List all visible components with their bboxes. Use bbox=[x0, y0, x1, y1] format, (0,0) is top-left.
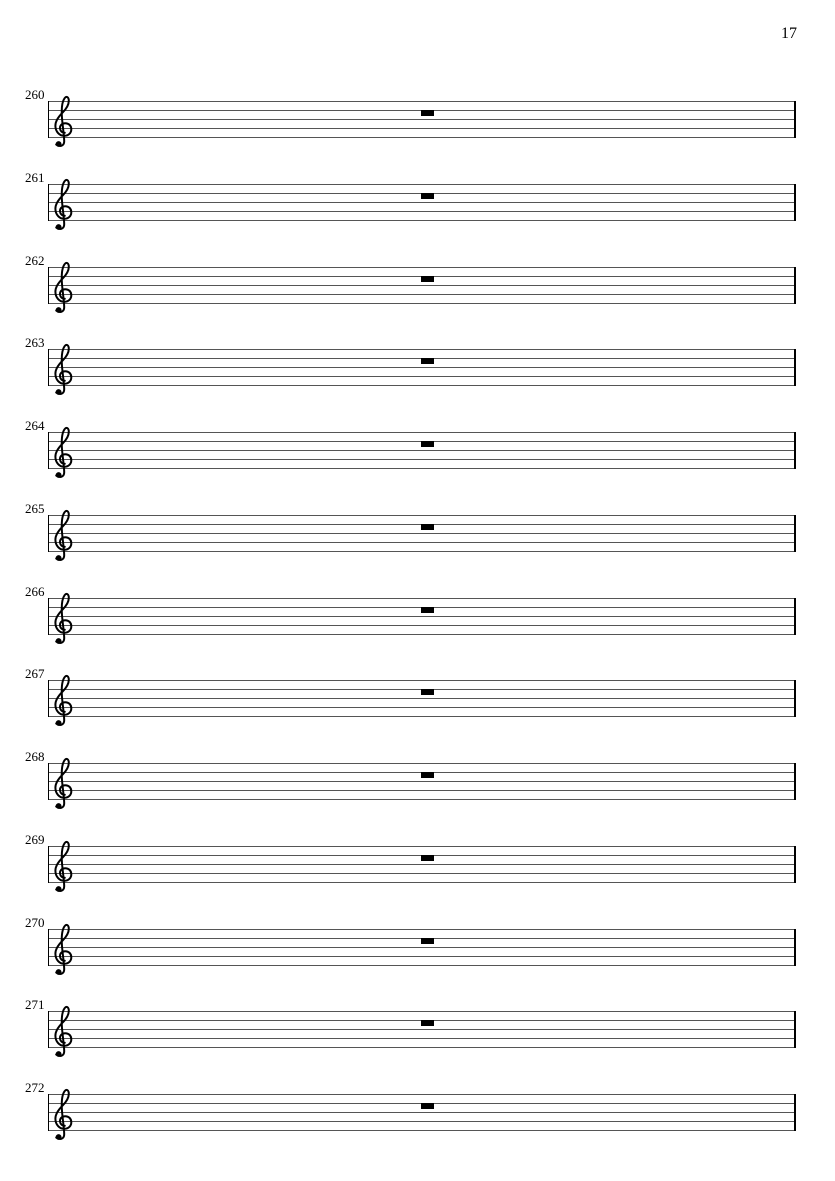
barline-left bbox=[48, 101, 49, 138]
treble-clef-icon bbox=[51, 93, 73, 150]
staff-line bbox=[48, 929, 796, 930]
measure-number: 271 bbox=[25, 997, 45, 1012]
staff-line bbox=[48, 864, 796, 865]
staff-line bbox=[48, 303, 796, 304]
staff-line bbox=[48, 781, 796, 782]
barline-right bbox=[794, 101, 796, 138]
staff-line bbox=[48, 101, 796, 102]
staff bbox=[48, 432, 796, 469]
whole-rest-icon bbox=[421, 855, 434, 861]
staff-line bbox=[48, 873, 796, 874]
staff-line bbox=[48, 551, 796, 552]
barline-right bbox=[794, 763, 796, 800]
staff-line bbox=[48, 468, 796, 469]
treble-clef-icon bbox=[51, 590, 73, 647]
staff-line bbox=[48, 947, 796, 948]
staff-line bbox=[48, 634, 796, 635]
barline-left bbox=[48, 680, 49, 717]
measure-number: 260 bbox=[25, 87, 45, 102]
staff-line bbox=[48, 1011, 796, 1012]
barline-right bbox=[794, 1011, 796, 1048]
staff bbox=[48, 680, 796, 717]
system bbox=[0, 747, 835, 819]
measure-number: 267 bbox=[25, 666, 45, 681]
staff bbox=[48, 267, 796, 304]
system bbox=[0, 664, 835, 736]
staff-line bbox=[48, 211, 796, 212]
system bbox=[0, 995, 835, 1067]
staff bbox=[48, 763, 796, 800]
measure-number: 264 bbox=[25, 418, 45, 433]
staff bbox=[48, 515, 796, 552]
barline-right bbox=[794, 349, 796, 386]
whole-rest-icon bbox=[421, 689, 434, 695]
system bbox=[0, 333, 835, 405]
treble-clef-icon bbox=[51, 507, 73, 564]
staff-line bbox=[48, 625, 796, 626]
whole-rest-icon bbox=[421, 358, 434, 364]
measure-number: 272 bbox=[25, 1080, 45, 1095]
measure-number: 269 bbox=[25, 832, 45, 847]
staff-line bbox=[48, 184, 796, 185]
system bbox=[0, 582, 835, 654]
staff-line bbox=[48, 965, 796, 966]
staff-line bbox=[48, 616, 796, 617]
measure-number: 266 bbox=[25, 584, 45, 599]
measure-number: 261 bbox=[25, 170, 45, 185]
treble-clef-icon bbox=[51, 755, 73, 812]
staff-line bbox=[48, 680, 796, 681]
barline-right bbox=[794, 184, 796, 221]
staff-line bbox=[48, 349, 796, 350]
whole-rest-icon bbox=[421, 1020, 434, 1026]
staff-line bbox=[48, 367, 796, 368]
treble-clef-icon bbox=[51, 1003, 73, 1060]
whole-rest-icon bbox=[421, 193, 434, 199]
staff-line bbox=[48, 432, 796, 433]
staff-line bbox=[48, 799, 796, 800]
treble-clef-icon bbox=[51, 672, 73, 729]
staff-line bbox=[48, 515, 796, 516]
staff-line bbox=[48, 137, 796, 138]
staff-line bbox=[48, 119, 796, 120]
system bbox=[0, 85, 835, 157]
whole-rest-icon bbox=[421, 441, 434, 447]
staff-line bbox=[48, 450, 796, 451]
staff-line bbox=[48, 220, 796, 221]
barline-left bbox=[48, 515, 49, 552]
staff-line bbox=[48, 542, 796, 543]
whole-rest-icon bbox=[421, 938, 434, 944]
system bbox=[0, 499, 835, 571]
barline-left bbox=[48, 349, 49, 386]
whole-rest-icon bbox=[421, 524, 434, 530]
staff-line bbox=[48, 459, 796, 460]
staff-line bbox=[48, 846, 796, 847]
treble-clef-icon bbox=[51, 341, 73, 398]
barline-right bbox=[794, 432, 796, 469]
staff-line bbox=[48, 1094, 796, 1095]
whole-rest-icon bbox=[421, 110, 434, 116]
staff-line bbox=[48, 707, 796, 708]
treble-clef-icon bbox=[51, 838, 73, 895]
staff-line bbox=[48, 716, 796, 717]
staff-line bbox=[48, 1112, 796, 1113]
staff-line bbox=[48, 376, 796, 377]
staff-line bbox=[48, 1130, 796, 1131]
staff bbox=[48, 184, 796, 221]
staff-line bbox=[48, 202, 796, 203]
staff bbox=[48, 598, 796, 635]
staff bbox=[48, 846, 796, 883]
treble-clef-icon bbox=[51, 921, 73, 978]
staff-line bbox=[48, 598, 796, 599]
barline-left bbox=[48, 432, 49, 469]
whole-rest-icon bbox=[421, 1103, 434, 1109]
measure-number: 265 bbox=[25, 501, 45, 516]
staff bbox=[48, 349, 796, 386]
staff-line bbox=[48, 698, 796, 699]
barline-left bbox=[48, 1011, 49, 1048]
treble-clef-icon bbox=[51, 424, 73, 481]
barline-right bbox=[794, 1094, 796, 1131]
staff-line bbox=[48, 790, 796, 791]
whole-rest-icon bbox=[421, 772, 434, 778]
staff bbox=[48, 101, 796, 138]
system bbox=[0, 830, 835, 902]
staff-line bbox=[48, 956, 796, 957]
barline-right bbox=[794, 680, 796, 717]
staff-line bbox=[48, 882, 796, 883]
measure-number: 263 bbox=[25, 335, 45, 350]
barline-left bbox=[48, 598, 49, 635]
barline-left bbox=[48, 763, 49, 800]
treble-clef-icon bbox=[51, 1086, 73, 1143]
staff-line bbox=[48, 763, 796, 764]
staff-line bbox=[48, 1121, 796, 1122]
whole-rest-icon bbox=[421, 276, 434, 282]
barline-left bbox=[48, 929, 49, 966]
barline-left bbox=[48, 267, 49, 304]
staff-line bbox=[48, 128, 796, 129]
system bbox=[0, 416, 835, 488]
barline-right bbox=[794, 598, 796, 635]
staff bbox=[48, 1094, 796, 1131]
page-number: 17 bbox=[781, 25, 797, 42]
system bbox=[0, 251, 835, 323]
staff-line bbox=[48, 385, 796, 386]
staff-line bbox=[48, 533, 796, 534]
measure-number: 262 bbox=[25, 253, 45, 268]
system bbox=[0, 913, 835, 985]
whole-rest-icon bbox=[421, 607, 434, 613]
staff-line bbox=[48, 1038, 796, 1039]
staff bbox=[48, 1011, 796, 1048]
barline-left bbox=[48, 184, 49, 221]
staff-line bbox=[48, 285, 796, 286]
barline-right bbox=[794, 267, 796, 304]
measure-number: 268 bbox=[25, 749, 45, 764]
staff-line bbox=[48, 267, 796, 268]
treble-clef-icon bbox=[51, 259, 73, 316]
staff bbox=[48, 929, 796, 966]
system bbox=[0, 1078, 835, 1150]
barline-left bbox=[48, 846, 49, 883]
barline-right bbox=[794, 515, 796, 552]
measure-number: 270 bbox=[25, 915, 45, 930]
staff-line bbox=[48, 294, 796, 295]
barline-right bbox=[794, 929, 796, 966]
system bbox=[0, 168, 835, 240]
staff-line bbox=[48, 1047, 796, 1048]
barline-left bbox=[48, 1094, 49, 1131]
treble-clef-icon bbox=[51, 176, 73, 233]
staff-line bbox=[48, 1029, 796, 1030]
barline-right bbox=[794, 846, 796, 883]
